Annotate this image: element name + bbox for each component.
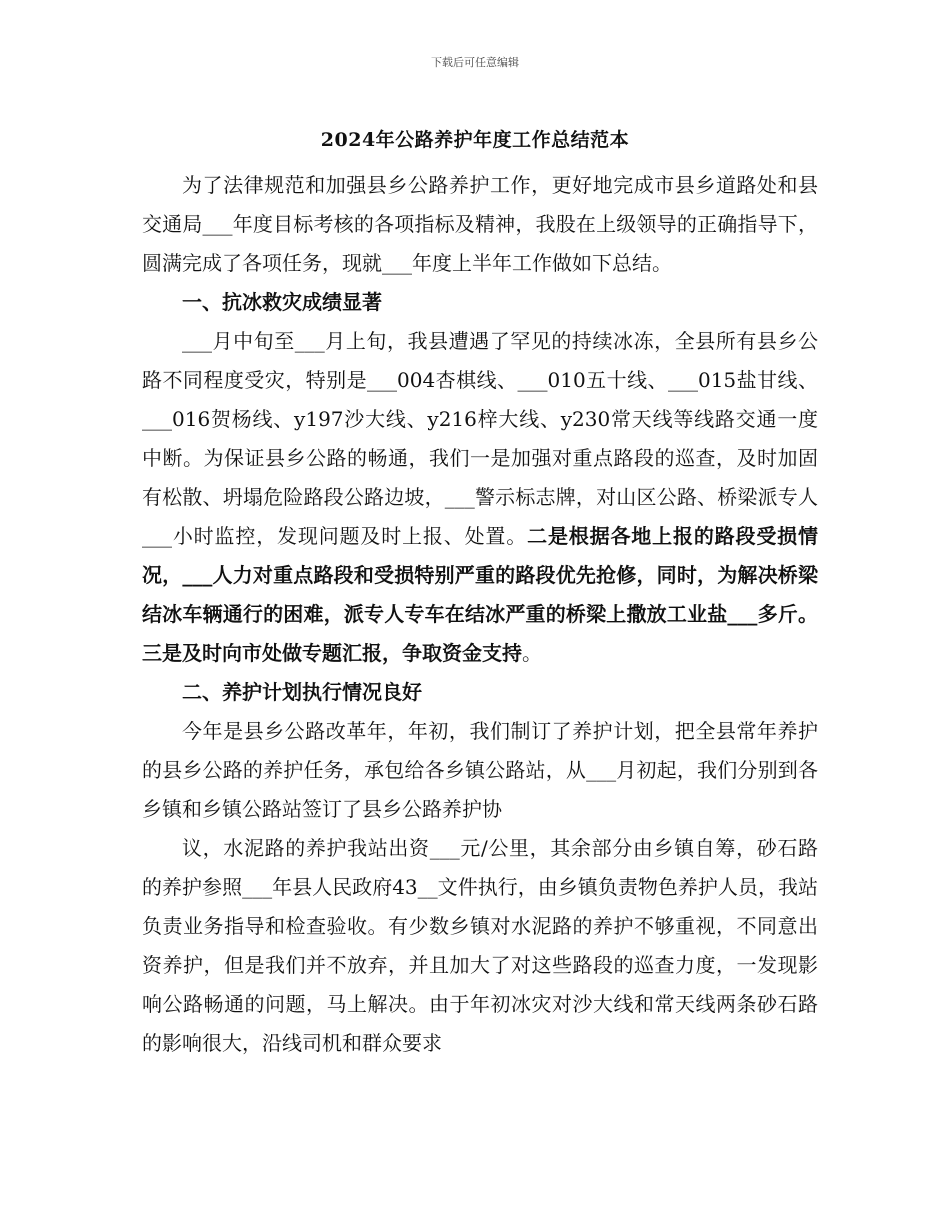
- section-1-tail: 。: [522, 641, 542, 665]
- section-1-bold-text: 二是根据各地上报的路段受损情况，___人力对重点路段和受损特别严重的路段优先抢修，同时，为解决桥梁结冰车辆通行的困难，派专人专车在结冰严重的桥梁上撒放工业盐___多斤。三是及时向市处做专题汇报，争取资金支持: [142, 524, 819, 665]
- page-header: 下载后可任意编辑: [431, 56, 519, 69]
- section-2-continuation: 议，水泥路的养护我站出资___元/公里，其余部分由乡镇自筹，砂石路的养护参照___年县人民政府43__文件执行，由乡镇负责物色养护人员，我站负责业务指导和检查验收。有少数乡镇对水泥路的养护不够重视，不同意出资养护，但是我们并不放弃，并且加大了对这些路段的巡查力度，一发现影响公路畅通的问题，马上解决。由于年初冰灾对沙大线和常天线两条砂石路的影响很大，沿线司机和群众要求: [142, 836, 818, 1055]
- section-2-paragraph: 今年是县乡公路改革年，年初，我们制订了养护计划，把全县常年养护的县乡公路的养护任务，承包给各乡镇公路站，从___月初起，我们分别到各乡镇和乡镇公路站签订了县乡公路养护协: [142, 719, 818, 821]
- intro-paragraph: 为了法律规范和加强县乡公路养护工作，更好地完成市县乡道路处和县交通局___年度目标考核的各项指标及精神，我股在上级领导的正确指导下，圆满完成了各项任务，现就___年度上半年工作做如下总结。: [142, 173, 818, 275]
- document-title: 2024年公路养护年度工作总结范本: [320, 129, 630, 151]
- section-1-paragraph: [142, 322, 818, 673]
- section-heading-2: 二、养护计划执行情况良好: [182, 680, 422, 704]
- section-1-text: ___月中旬至___月上旬，我县遭遇了罕见的持续冰冻，全县所有县乡公路不同程度受灾，特别是___004杏棋线、___010五十线、___015盐甘线、___016贺杨线、y197沙大线、y216梓大线、y230常天线等线路交通一度中断。为保证县乡公路的畅通，我们一是加强对重点路段的巡查，及时加固有松散、坍塌危险路段公路边坡，___警示标志牌，对山区公路、桥梁派专人___小时监控，发现问题及时上报、处置。: [142, 329, 818, 548]
- document-body: [142, 166, 818, 1063]
- section-heading-1: 一、抗冰救灾成绩显著: [182, 290, 382, 314]
